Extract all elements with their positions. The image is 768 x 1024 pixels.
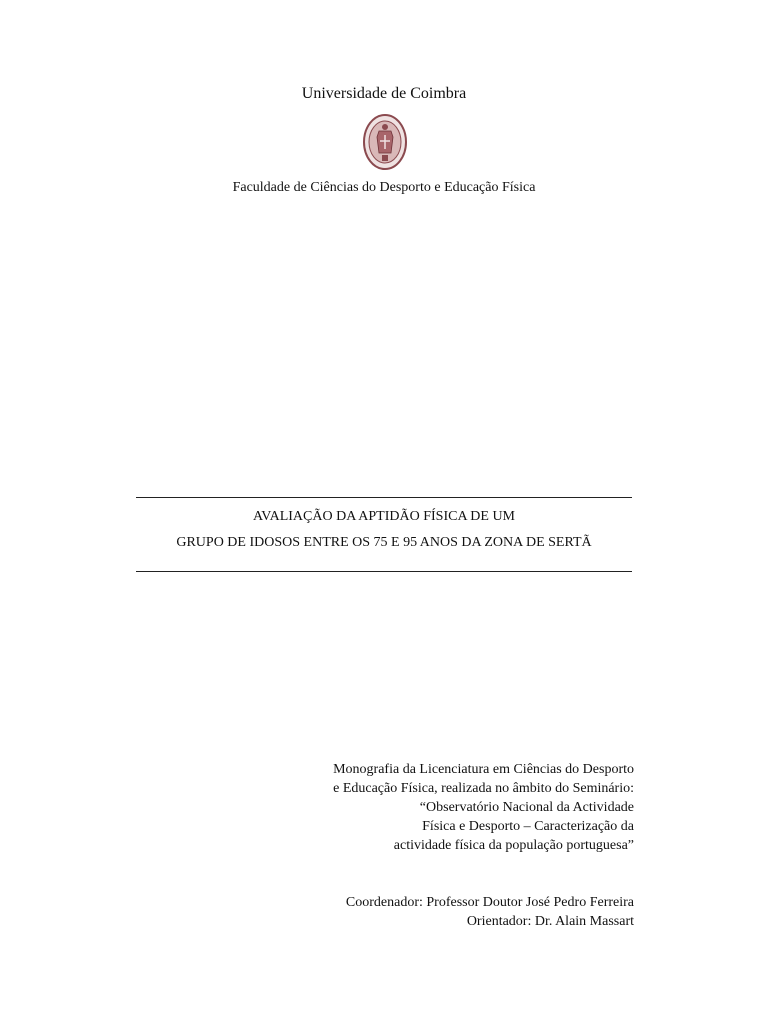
monograph-line: Física e Desporto – Caracterização da <box>422 819 634 834</box>
monograph-line: “Observatório Nacional da Actividade <box>419 800 634 815</box>
monograph-line: actividade física da população portuguesa” <box>393 838 634 853</box>
credits <box>346 893 634 931</box>
university-name: Universidade de Coimbra <box>301 85 467 102</box>
title-line-1: AVALIAÇÃO DA APTIDÃO FÍSICA DE UM <box>252 509 515 524</box>
title-bottom-rule <box>136 571 632 572</box>
monograph-line: e Educação Física, realizada no âmbito do Seminário: <box>333 781 634 796</box>
monograph-line: Monografia da Licenciatura em Ciências do Desporto <box>333 762 634 777</box>
faculty-name: Faculdade de Ciências do Desporto e Educação Física <box>232 180 536 195</box>
title-top-rule <box>136 497 632 498</box>
monograph-description <box>333 760 634 855</box>
advisor: Orientador: Dr. Alain Massart <box>466 914 634 929</box>
title-line-2: GRUPO DE IDOSOS ENTRE OS 75 E 95 ANOS DA ZONA DE SERTÃ <box>176 535 592 550</box>
coordinator: Coordenador: Professor Doutor José Pedro Ferreira <box>345 895 634 910</box>
university-seal-icon <box>362 113 408 171</box>
